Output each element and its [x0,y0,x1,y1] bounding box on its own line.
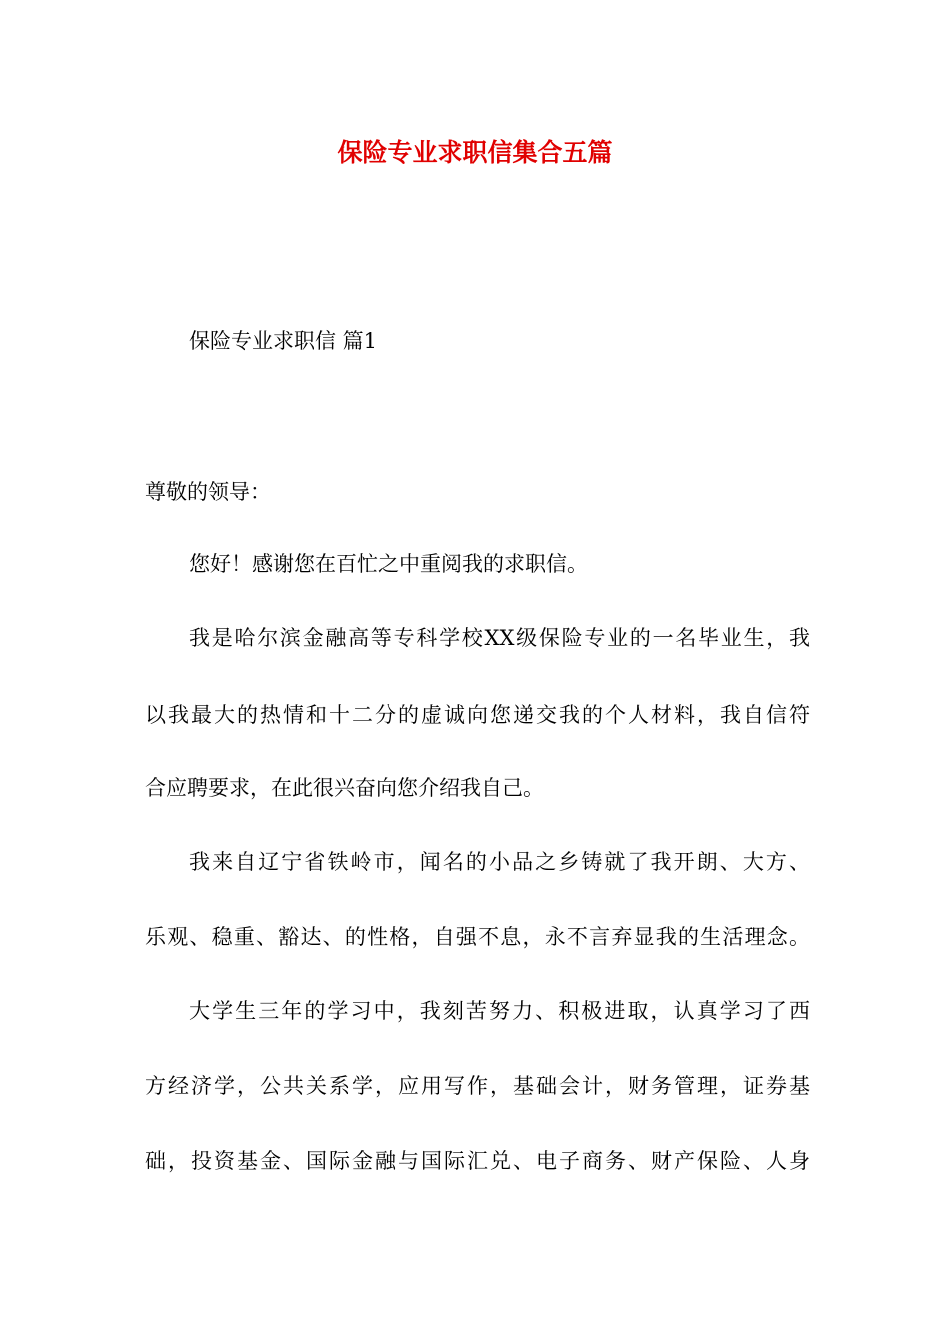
paragraph-line: 您好！感谢您在百忙之中重阅我的求职信。 [189,552,588,576]
paragraph-line: 以我最大的热情和十二分的虚诚向您递交我的个人材料，我自信符 [145,703,810,727]
paragraph-line: 础，投资基金、国际金融与国际汇兑、电子商务、财产保险、人身 [145,1149,810,1173]
document-title: 保险专业求职信集合五篇 [337,138,613,167]
paragraph-line: 我来自辽宁省铁岭市，闻名的小品之乡铸就了我开朗、大方、 [189,850,810,874]
paragraph-line: 大学生三年的学习中，我刻苦努力、积极进取，认真学习了西 [189,999,810,1023]
paragraph-line: 合应聘要求，在此很兴奋向您介绍我自己。 [145,776,544,800]
paragraph-line: 乐观、稳重、豁达、的性格，自强不息，永不言弃显我的生活理念。 [145,925,810,949]
section-heading: 保险专业求职信 篇1 [189,329,378,353]
paragraph-line: 方经济学，公共关系学，应用写作，基础会计，财务管理，证券基 [145,1074,810,1098]
paragraph-line: 我是哈尔滨金融高等专科学校XX级保险专业的一名毕业生，我 [189,626,810,650]
salutation: 尊敬的领导： [145,480,271,504]
